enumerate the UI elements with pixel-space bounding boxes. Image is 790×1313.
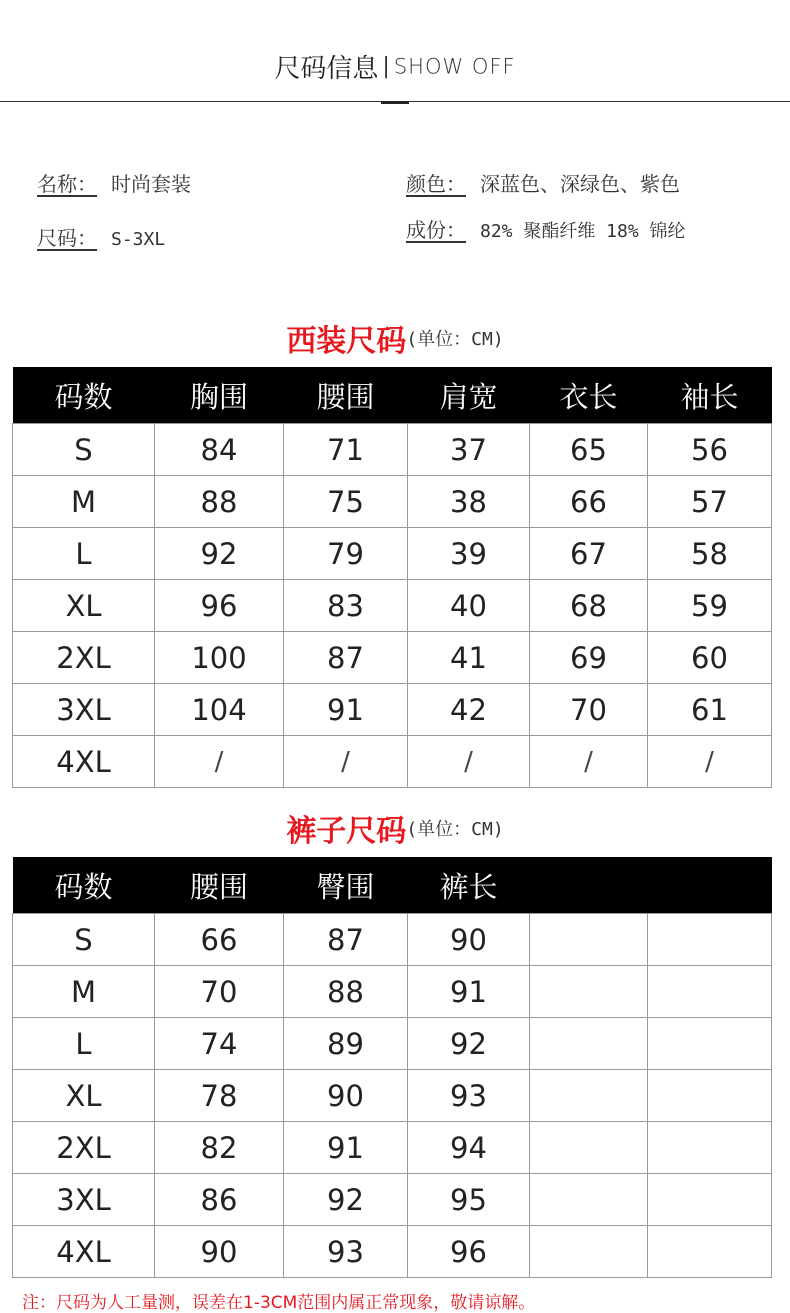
table-cell: 59 [648,580,772,632]
size-label: 尺码： [37,226,97,250]
material-value: 82% 聚酯纤维 18% 锦纶 [480,221,686,242]
table-cell: 95 [408,1174,530,1226]
table-cell: M [13,966,155,1018]
table-cell: 66 [530,476,648,528]
table-cell: 83 [284,580,408,632]
table-cell: 38 [408,476,530,528]
table-cell: / [530,736,648,788]
pants-col-header: 臀围 [284,857,408,914]
suit-col-header: 胸围 [155,367,284,424]
table-row [13,1122,772,1174]
table-cell: 40 [408,580,530,632]
table-row [13,424,772,476]
info-material [406,214,686,243]
table-cell: 96 [408,1226,530,1278]
measurement-note: 注：尺码为人工量测，误差在1-3CM范围内属正常现象，敬请谅解。 [22,1293,536,1313]
table-cell [530,966,648,1018]
table-cell [530,1018,648,1070]
table-cell: 93 [284,1226,408,1278]
table-cell [648,914,772,966]
table-cell: 82 [155,1122,284,1174]
table-cell [530,1122,648,1174]
table-row [13,914,772,966]
table-cell: 93 [408,1070,530,1122]
table-cell: 37 [408,424,530,476]
pants-col-header: 码数 [13,857,155,914]
table-cell: 3XL [13,684,155,736]
table-cell: 2XL [13,1122,155,1174]
color-value: 深蓝色、深绿色、紫色 [480,172,680,196]
material-label: 成份： [406,218,466,242]
info-name [37,168,191,197]
table-cell: 78 [155,1070,284,1122]
table-cell: 96 [155,580,284,632]
table-cell: / [648,736,772,788]
table-row [13,1018,772,1070]
table-cell [648,1070,772,1122]
pants-col-header [530,857,648,914]
table-cell: 87 [284,632,408,684]
table-cell [530,1226,648,1278]
info-size [37,222,165,251]
suit-col-header: 肩宽 [408,367,530,424]
table-cell: 100 [155,632,284,684]
name-value: 时尚套装 [111,172,191,196]
table-row [13,1174,772,1226]
name-label: 名称： [37,172,97,196]
table-cell [648,1018,772,1070]
table-cell: S [13,914,155,966]
table-row [13,1226,772,1278]
table-cell: 3XL [13,1174,155,1226]
table-cell: L [13,1018,155,1070]
table-cell: 87 [284,914,408,966]
table-row [13,580,772,632]
table-cell: 92 [408,1018,530,1070]
table-cell: XL [13,580,155,632]
table-cell: 94 [408,1122,530,1174]
pants-section-title [0,806,790,850]
table-cell: 70 [155,966,284,1018]
suit-title: 西装尺码 [286,324,407,359]
table-cell: 4XL [13,1226,155,1278]
table-cell: 88 [155,476,284,528]
pants-title: 裤子尺码 [286,814,407,849]
table-cell: 60 [648,632,772,684]
table-cell: 67 [530,528,648,580]
suit-unit: (单位：CM) [406,329,504,350]
table-cell: 41 [408,632,530,684]
table-cell [530,914,648,966]
table-row [13,736,772,788]
table-cell [648,966,772,1018]
header-separator: | [382,54,390,79]
table-cell: 91 [284,684,408,736]
suit-col-header: 码数 [13,367,155,424]
table-cell: 84 [155,424,284,476]
pants-col-header: 腰围 [155,857,284,914]
color-label: 颜色： [406,172,466,196]
table-cell: 90 [284,1070,408,1122]
table-cell: 89 [284,1018,408,1070]
suit-col-header: 袖长 [648,367,772,424]
table-cell: 71 [284,424,408,476]
table-cell: 92 [284,1174,408,1226]
info-color [406,168,680,197]
suit-section-title [0,316,790,360]
table-cell: 91 [408,966,530,1018]
table-cell: 61 [648,684,772,736]
table-cell: 56 [648,424,772,476]
pants-size-table [12,857,772,1278]
table-cell: 57 [648,476,772,528]
table-cell: 92 [155,528,284,580]
table-cell: 69 [530,632,648,684]
table-cell: 68 [530,580,648,632]
header-accent-bar [381,101,409,104]
table-cell [648,1226,772,1278]
table-cell: / [155,736,284,788]
table-cell: 75 [284,476,408,528]
table-cell: 39 [408,528,530,580]
table-cell: L [13,528,155,580]
header-title-zh: 尺码信息 [274,54,379,84]
table-cell: 88 [284,966,408,1018]
table-cell: XL [13,1070,155,1122]
table-row [13,632,772,684]
table-row [13,1070,772,1122]
suit-size-table [12,367,772,788]
pants-header-row [13,857,772,914]
table-cell [648,1122,772,1174]
page-header [0,48,790,85]
header-title-en: SHOW OFF [393,54,516,79]
pants-unit: (单位：CM) [406,819,504,840]
table-cell [648,1174,772,1226]
table-cell: / [408,736,530,788]
table-row [13,528,772,580]
table-cell: 4XL [13,736,155,788]
suit-col-header: 衣长 [530,367,648,424]
pants-col-header: 裤长 [408,857,530,914]
suit-header-row [13,367,772,424]
table-cell [530,1174,648,1226]
table-cell [530,1070,648,1122]
pants-col-header [648,857,772,914]
table-cell: 86 [155,1174,284,1226]
table-row [13,966,772,1018]
table-row [13,684,772,736]
table-cell: 91 [284,1122,408,1174]
size-value: S-3XL [111,229,166,250]
table-row [13,476,772,528]
suit-col-header: 腰围 [284,367,408,424]
table-cell: 58 [648,528,772,580]
table-cell: 104 [155,684,284,736]
table-cell: 70 [530,684,648,736]
table-cell: 2XL [13,632,155,684]
table-cell: / [284,736,408,788]
table-cell: 66 [155,914,284,966]
table-cell: 74 [155,1018,284,1070]
table-cell: 90 [408,914,530,966]
table-cell: 90 [155,1226,284,1278]
table-cell: 65 [530,424,648,476]
table-cell: 79 [284,528,408,580]
table-cell: M [13,476,155,528]
table-cell: 42 [408,684,530,736]
table-cell: S [13,424,155,476]
